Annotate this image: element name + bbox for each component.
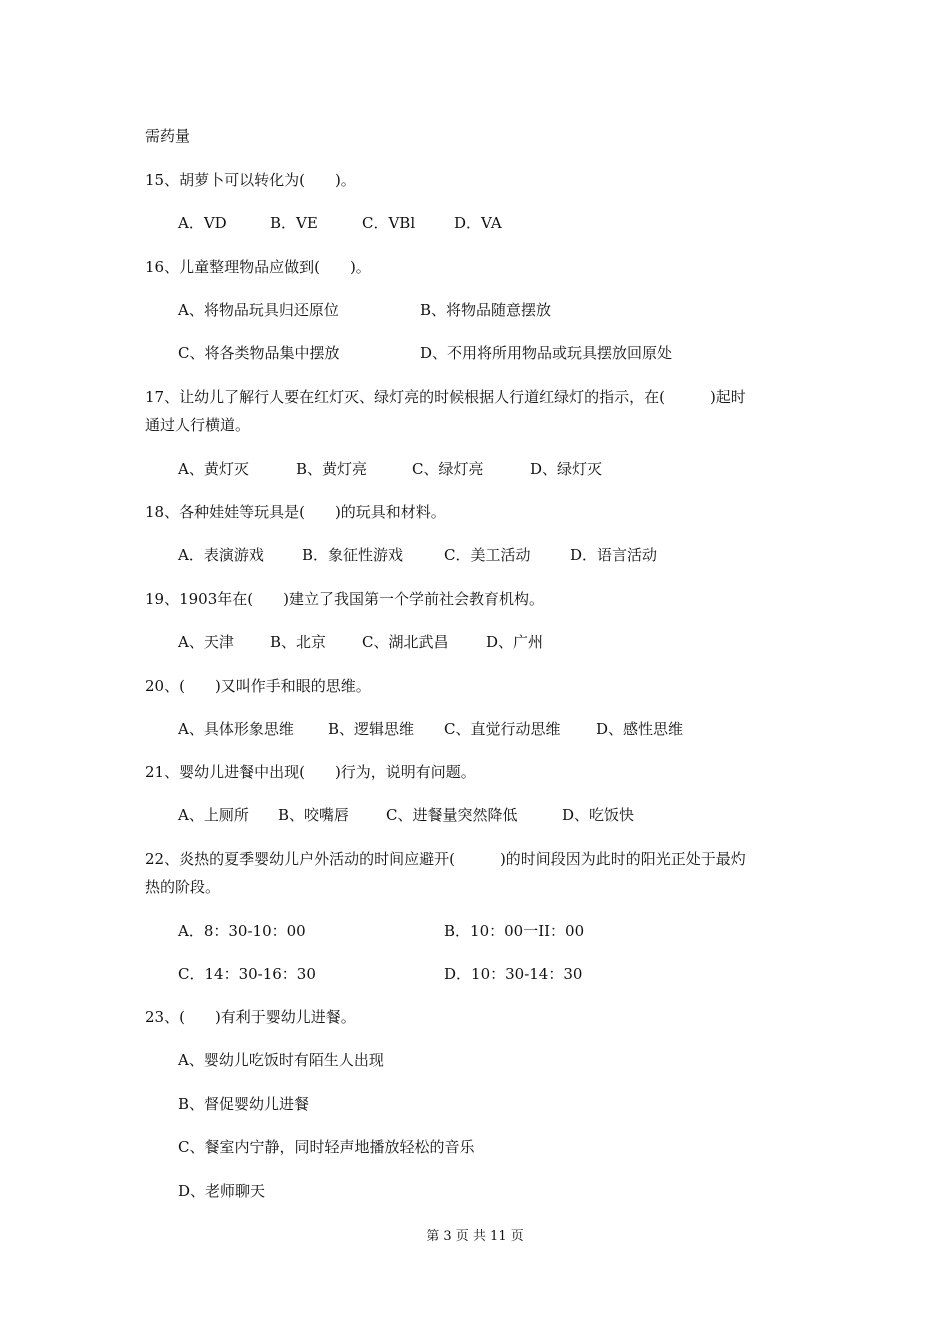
option-a: A．8：30-10：00	[178, 922, 306, 940]
question-23-option-d: D、老师聊天	[178, 1182, 266, 1200]
option-b: B、将物品随意摆放	[420, 301, 552, 319]
option-c: C、将各类物品集中摆放	[178, 344, 340, 362]
option-c: C．14：30-16：30	[178, 965, 316, 983]
option-a: A、天津	[178, 633, 234, 651]
option-a: A、将物品玩具归还原位	[178, 301, 339, 319]
question-15-stem: 15、胡萝卜可以转化为( )。	[145, 171, 356, 189]
option-d: D、吃饭快	[562, 806, 635, 824]
question-23-option-c: C、餐室内宁静，同时轻声地播放轻松的音乐	[178, 1138, 475, 1156]
option-c: C、绿灯亮	[412, 460, 484, 478]
option-d: D．VA	[454, 214, 502, 232]
question-17-stem-line1: 17、让幼儿了解行人要在红灯灭、绿灯亮的时候根据人行道红绿灯的指示，在( )起时	[145, 388, 746, 406]
option-b: B、咬嘴唇	[278, 806, 350, 824]
option-a: A．VD	[178, 214, 227, 232]
option-a: A、具体形象思维	[178, 720, 294, 738]
option-a: A．表演游戏	[178, 546, 264, 564]
option-d: D、绿灯灭	[530, 460, 603, 478]
option-c: C、进餐量突然降低	[386, 806, 518, 824]
question-23-option-a: A、婴幼儿吃饭时有陌生人出现	[178, 1051, 384, 1069]
option-b: B、黄灯亮	[296, 460, 368, 478]
option-d: D、不用将所用物品或玩具摆放回原处	[420, 344, 673, 362]
option-c: C．美工活动	[444, 546, 531, 564]
page-number-footer: 第 3 页 共 11 页	[426, 1229, 524, 1244]
option-d: D、广州	[486, 633, 544, 651]
option-d: D．10：30-14：30	[444, 965, 583, 983]
option-c: C、湖北武昌	[362, 633, 449, 651]
option-b: B．10：00一II：00	[444, 922, 585, 940]
question-18-stem: 18、各种娃娃等玩具是( )的玩具和材料。	[145, 503, 446, 521]
option-a: A、上厕所	[178, 806, 249, 824]
option-c: C、直觉行动思维	[444, 720, 561, 738]
question-16-stem: 16、儿童整理物品应做到( )。	[145, 258, 371, 276]
question-22-stem-line2: 热的阶段。	[145, 878, 221, 896]
option-b: B．VE	[270, 214, 318, 232]
question-22-stem-line1: 22、炎热的夏季婴幼儿户外活动的时间应避开( )的时间段因为此时的阳光正处于最灼	[145, 850, 746, 868]
option-c: C．VBl	[362, 214, 416, 232]
question-19-stem: 19、1903年在( )建立了我国第一个学前社会教育机构。	[145, 590, 544, 608]
option-a: A、黄灯灭	[178, 460, 249, 478]
question-20-stem: 20、( )又叫作手和眼的思维。	[145, 677, 371, 695]
option-d: D、感性思维	[596, 720, 684, 738]
option-b: B、北京	[270, 633, 327, 651]
option-b: B、逻辑思维	[328, 720, 415, 738]
option-b: B．象征性游戏	[302, 546, 404, 564]
option-d: D．语言活动	[570, 546, 658, 564]
continuation-text: 需药量	[145, 127, 191, 145]
question-23-option-b: B、督促婴幼儿进餐	[178, 1095, 310, 1113]
question-21-stem: 21、婴幼儿进餐中出现( )行为，说明有问题。	[145, 763, 476, 781]
question-23-stem: 23、( )有利于婴幼儿进餐。	[145, 1008, 356, 1026]
question-17-stem-line2: 通过人行横道。	[145, 416, 251, 434]
